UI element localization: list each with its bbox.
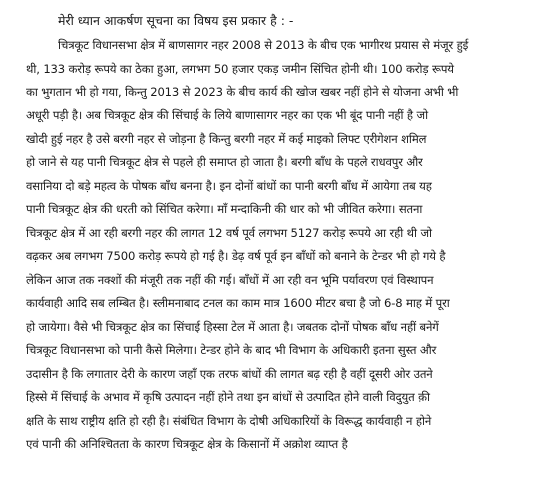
paragraph-line: लेकिन आज तक नक्शों की मंजूरी तक नहीं की गई। बाँधों में आ रही वन भूमि पर्यावरण एवं विस्थापन — [26, 273, 434, 287]
paragraph-line: चित्रकूट विधानसभा क्षेत्र में बाणसागर नहर 2008 से 2013 के बीच एक भागीरथ प्रयास से मंजूर हुई — [58, 38, 469, 52]
paragraph-line: क्षति के साथ राष्ट्रीय क्षति हो रही है। संबंधित विभाग के दोषी अधिकारियों के विरूद्ध कार्यवाही न होने — [26, 414, 432, 428]
paragraph-line: चित्रकूट क्षेत्र में आ रही बरगी नहर की लागत 12 वर्ष पूर्व लगभग 5127 करोड़ रूपये आ रही थी जो — [26, 226, 432, 240]
paragraph-line: थी, 133 करोड़ रूपये का ठेका हुआ, लगभग 50 हजार एकड़ जमीन सिंचित होनी थी। 100 करोड़ रूपये — [26, 62, 454, 76]
paragraph-line: हिस्से में सिंचाई के अभाव में कृषि उत्पादन नहीं होने तथा इन बांधों से उत्पादित होने वाली विदुयुत क़ी — [26, 390, 430, 404]
subject-line: मेरी ध्यान आकर्षण सूचना का विषय इस प्रकार है : - — [58, 13, 294, 28]
paragraph-line: चित्रकूट विधानसभा को पानी कैसे मिलेगा। टेन्डर होने के बाद भी विभाग के अधिकारी इतना सुस्त और — [26, 343, 437, 357]
paragraph-line: हो जायेगा। वैसे भी चित्रकूट क्षेत्र का सिंचाई हिस्सा टेल में आता है। जबतक दोनों पोषक बाँध नहीं बनेगें — [26, 320, 439, 334]
paragraph-line: वसानिया दो बड़े महत्व के पोषक बाँध बनना है। इन दोनों बांधों का पानी बरगी बाँध में आयेगा तब यह — [26, 179, 432, 193]
paragraph-line: खोदी हुई नहर है उसे बरगी नहर से जोड़ना है किन्तु बरगी नहर में कई माइको लिफ्ट एरीगेशन शमिल — [26, 132, 427, 146]
paragraph-line: कार्यवाही आदि सब लम्बित है। स्लीमनाबाद टनल का काम मात्र 1600 मीटर बचा है जो 6-8 माह में पूरा — [26, 296, 450, 310]
paragraph-line: का भुगतान भी हो गया, किन्तु 2013 से 2023 के बीच कार्य की खोज खबर नहीं होने से योजना अभी भी — [26, 85, 459, 99]
paragraph-line: पानी चित्रकूट क्षेत्र की धरती को सिंचित करेगा। माँ मन्दाकिनी की धार को भी जीवित करेगा। सतना — [26, 202, 423, 216]
paragraph-line: अधूरी पड़ी है। अब चित्रकूट क्षेत्र की सिंचाई के लिये बाणासागर नहर का एक भी बूंद पानी नहीं है जो — [26, 108, 428, 122]
paragraph-line: हो जाने से यह पानी चित्रकूट क्षेत्र से पहले ही समाप्त हो जाता है। बरगी बाँध के पहले राधवपुर और — [26, 155, 423, 169]
paragraph-line: उदासीन है कि लगातार देरी के कारण जहाँ एक तरफ बांधों की लागत बढ़ रही है वहीं दूसरी ओर उतने — [26, 367, 433, 381]
paragraph-line: वढ़कर अब लगभग 7500 करोड़ रूपये हो गई है। डेढ़ वर्ष पूर्व इन बाँधों को बनाने के टेन्डर भी हो गये है — [26, 249, 446, 263]
paragraph-line: एवं पानी की अनिश्चितता के कारण चित्रकूट क्षेत्र के किसानों में अक्रोश व्याप्त है — [26, 437, 348, 451]
